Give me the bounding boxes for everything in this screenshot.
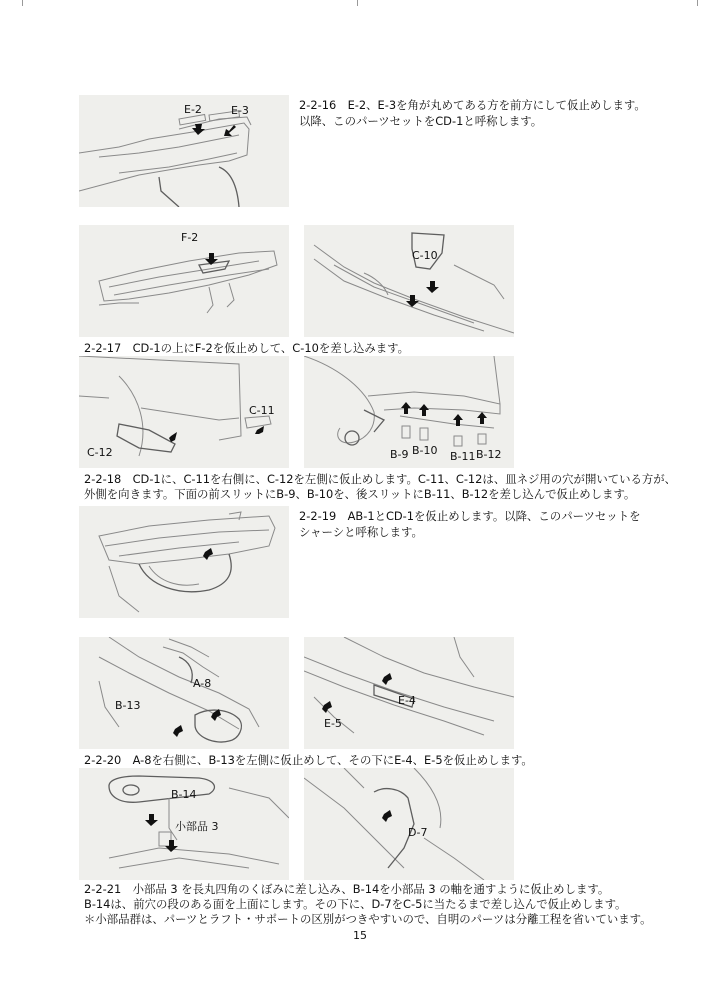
label-e5: E-5 xyxy=(324,717,342,730)
label-b9: B-9 xyxy=(390,448,409,461)
step-2-2-17-line1: 2-2-17 CD-1の上にF-2を仮止めして、C-10を差し込みます。 xyxy=(84,341,410,355)
step-2-2-20-line1: 2-2-20 A-8を右側に、B-13を左側に仮止めして、その下にE-4、E-5を仮止めします。 xyxy=(84,753,533,767)
label-b12: B-12 xyxy=(476,448,502,461)
crop-mark xyxy=(697,0,698,6)
step-2-2-21-line1: 2-2-21 小部品 3 を長丸四角のくぼみに差し込み、B-14を小部品 3 の軸を通すように仮止めします。 xyxy=(84,882,610,896)
photo-step-2-2-19 xyxy=(79,506,289,618)
crop-mark xyxy=(357,0,358,6)
label-e2: E-2 xyxy=(184,103,202,116)
step-2-2-21-line2: B-14は、前穴の段のある面を上面にします。その下に、D-7をC-5に当たるまで差し込んで仮止めします。 xyxy=(84,897,627,911)
photo-step-2-2-18-b-parts xyxy=(304,356,514,468)
label-part3: 小部品 3 xyxy=(175,820,219,833)
step-2-2-19-line2: シャーシと呼称します。 xyxy=(299,525,423,539)
label-c10: C-10 xyxy=(412,249,438,262)
photo-step-2-2-20-e4-e5 xyxy=(304,637,514,749)
photo-step-2-2-17-f2 xyxy=(79,225,289,337)
step-2-2-21-note: ＊小部品群は、パーツとラフト・サポートの区別がつきやすいので、自明のパーツは分離工程を省いています。 xyxy=(84,912,652,926)
label-b10: B-10 xyxy=(412,444,438,457)
label-d7: D-7 xyxy=(408,826,428,839)
step-2-2-18-line2: 外側を向きます。下面の前スリットにB-9、B-10を、後スリットにB-11、B-12を差し込んで仮止めします。 xyxy=(84,487,636,501)
label-a8: A-8 xyxy=(193,677,212,690)
label-e3: E-3 xyxy=(231,104,249,117)
photo-step-2-2-21-d7 xyxy=(304,768,514,880)
step-2-2-16-line2: 以降、このパーツセットをCD-1と呼称します。 xyxy=(299,114,543,128)
label-c12: C-12 xyxy=(87,446,113,459)
label-f2: F-2 xyxy=(181,231,199,244)
label-b13: B-13 xyxy=(115,699,141,712)
label-b11: B-11 xyxy=(450,450,476,463)
photo-step-2-2-16 xyxy=(79,95,289,207)
photo-step-2-2-18-c11-c12 xyxy=(79,356,289,468)
label-e4: E-4 xyxy=(398,694,416,707)
photo-step-2-2-17-c10 xyxy=(304,225,514,337)
crop-mark xyxy=(22,0,23,6)
step-2-2-16-line1: 2-2-16 E-2、E-3を角が丸めてある方を前方にして仮止めします。 xyxy=(299,98,646,112)
photo-step-2-2-20-a8-b13 xyxy=(79,637,289,749)
step-2-2-19-line1: 2-2-19 AB-1とCD-1を仮止めします。以降、このパーツセットを xyxy=(299,509,641,523)
step-2-2-18-line1: 2-2-18 CD-1に、C-11を右側に、C-12を左側に仮止めします。C-11、C-12は、皿ネジ用の穴が開いている方が、 xyxy=(84,472,677,486)
page-number: 15 xyxy=(353,929,367,942)
label-c11: C-11 xyxy=(249,404,275,417)
label-b14: B-14 xyxy=(171,788,197,801)
photo-step-2-2-21-b14 xyxy=(79,768,289,880)
